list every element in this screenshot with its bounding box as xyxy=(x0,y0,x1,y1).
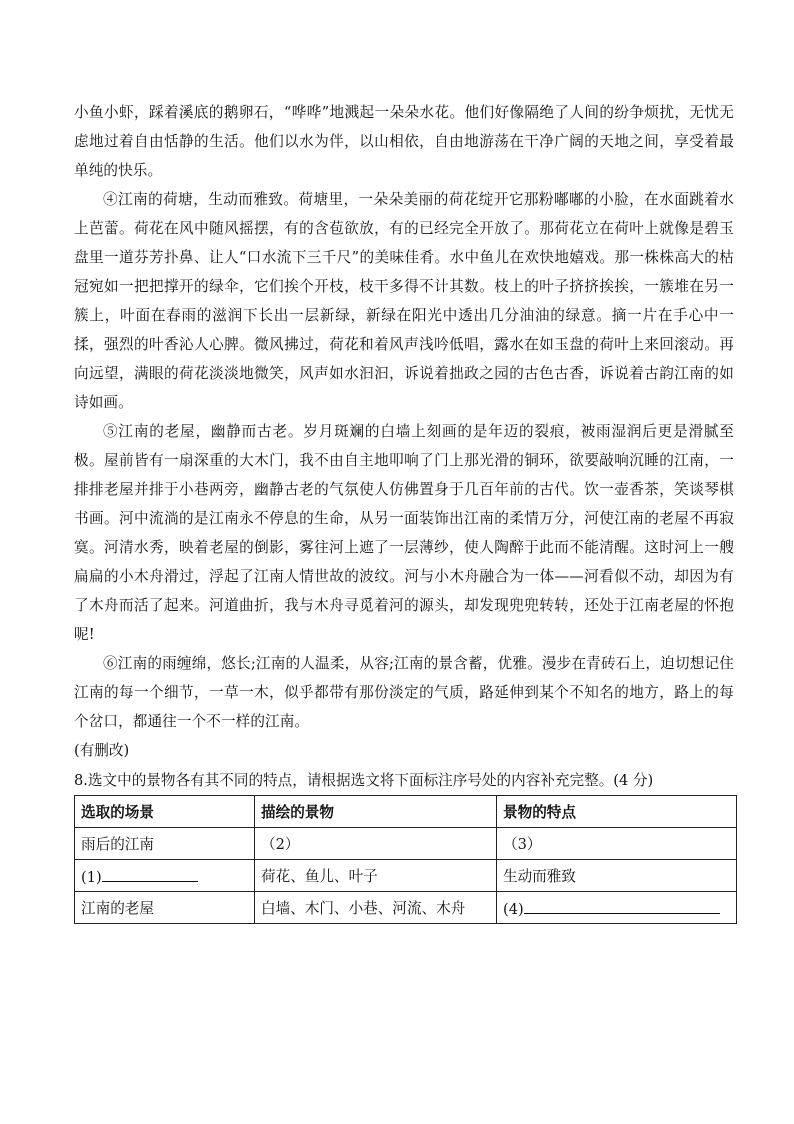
answer-slot-1[interactable] xyxy=(75,860,255,892)
paragraph-6: ⑥江南的雨缠绵，悠长;江南的人温柔，从容;江南的景含蓄，优雅。漫步在青砖石上，迫切想记住江南的每一个细节，一草一木，似乎都带有那份淡定的气质，路延伸到某个不知名的地方，路上的每个岔口，都通往一个不一样的江南。 xyxy=(74,655,734,730)
cell-scenery: 荷花、鱼儿、叶子 xyxy=(255,860,497,892)
answer-table xyxy=(74,795,737,924)
question-8: 8.选文中的景物各有其不同的特点，请根据选文将下面标注序号处的内容补充完整。(4 分) xyxy=(74,772,654,789)
slot-label: (1) xyxy=(81,869,102,886)
paragraph-5: ⑤江南的老屋，幽静而古老。岁月斑斓的白墙上刻画的是年迈的裂痕，被雨湿润后更是滑腻至极。屋前皆有一扇深重的大木门，我不由自主地叩响了门上那光滑的铜环，欲要敲响沉睡的江南，一排排老屋并排于小巷两旁，幽静古老的气氛使人仿佛置身于几百年前的古代。饮一壶香茶，笑谈琴棋书画。河中流淌的是江南永不停息的生命，从另一面装饰出江南的柔情万分，河使江南的老屋不再寂寞。河清水秀，映着老屋的倒影，雾往河上遮了一层薄纱，使人陶醉于此而不能清醒。这时河上一艘扁扁的小木舟滑过，浮起了江南人情世故的波纹。河与小木舟融合为一体——河看似不动，却因为有了木舟而活了起来。河道曲折，我与木舟寻觅着河的源头，却发现兜兜转转，还处于江南老屋的怀抱呢! xyxy=(74,423,734,643)
document-page xyxy=(74,98,734,924)
paragraph-4: ④江南的荷塘，生动而雅致。荷塘里，一朵朵美丽的荷花绽开它那粉嘟嘟的小脸，在水面跳着水上芭蕾。荷花在风中随风摇摆，有的含苞欲放，有的已经完全开放了。那荷花立在荷叶上就像是碧玉盘里一道芬芳扑鼻、让人“口水流下三千尺”的美味佳肴。水中鱼儿在欢快地嬉戏。那一株株高大的枯冠宛如一把把撑开的绿伞，它们挨个开枝，枝干多得不计其数。枝上的叶子挤挤挨挨，一簇堆在另一簇上，叶面在春雨的滋润下长出一层新绿，新绿在阳光中透出几分油油的绿意。摘一片在手心中一揉，强烈的叶香沁人心脾。微风拂过，荷花和着风声浅吟低唱，露水在如玉盘的荷叶上来回滚动。再向远望，满眼的荷花淡淡地微笑，风声如水汩汩，诉说着拙政之园的古色古香，诉说着古韵江南的如诗如画。 xyxy=(74,191,734,411)
slot-label: (4) xyxy=(503,901,524,918)
answer-slot-3[interactable]: （3） xyxy=(497,828,737,860)
paragraph-1: 小鱼小虾，踩着溪底的鹅卵石，“哗哗”地溅起一朵朵水花。他们好像隔绝了人间的纷争烦扰，无忧无虑地过着自由恬静的生活。他们以水为伴，以山相依，自由地游荡在干净广阔的天地之间，享受着最单纯的快乐。 xyxy=(74,104,734,179)
answer-blank-1[interactable] xyxy=(102,865,198,882)
cell-feature: 生动而雅致 xyxy=(497,860,737,892)
answer-blank-4[interactable] xyxy=(524,897,720,914)
cell-scene: 雨后的江南 xyxy=(75,828,255,860)
answer-slot-4[interactable] xyxy=(497,892,737,924)
table-row xyxy=(75,828,737,860)
answer-slot-2[interactable]: （2） xyxy=(255,828,497,860)
header-scenery: 描绘的景物 xyxy=(255,796,497,828)
table-row xyxy=(75,892,737,924)
header-scene: 选取的场景 xyxy=(75,796,255,828)
edit-note: (有删改) xyxy=(74,742,130,759)
table-header-row xyxy=(75,796,737,828)
header-feature: 景物的特点 xyxy=(497,796,737,828)
table-row xyxy=(75,860,737,892)
cell-scene: 江南的老屋 xyxy=(75,892,255,924)
cell-scenery: 白墙、木门、小巷、河流、木舟 xyxy=(255,892,497,924)
